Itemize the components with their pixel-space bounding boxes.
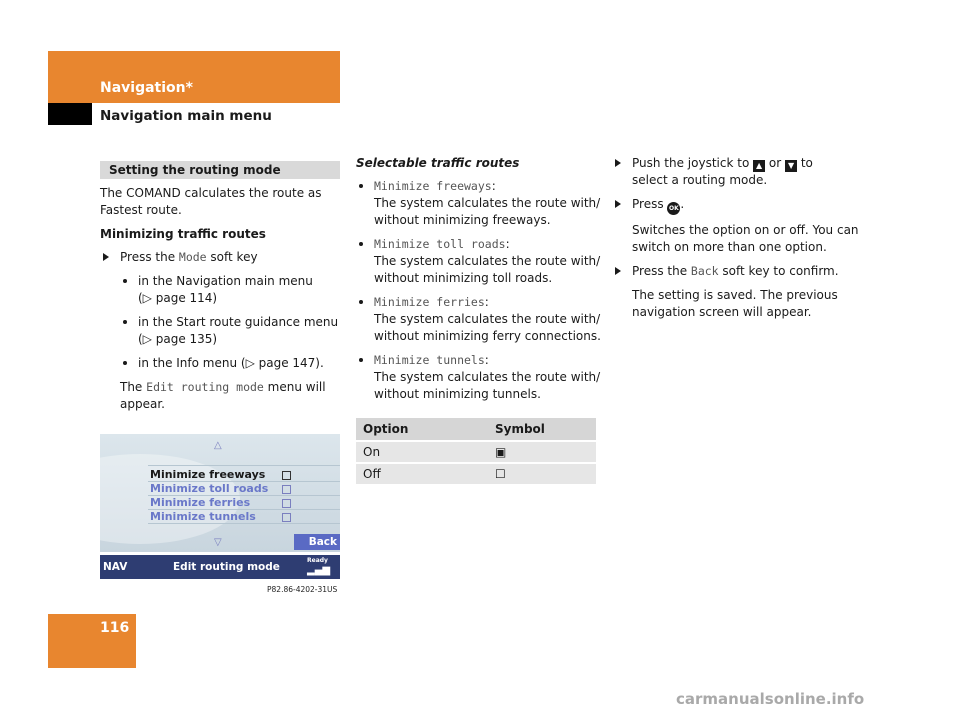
list-item: in the Navigation main menu (▷ page 114) bbox=[120, 273, 340, 307]
step-result: The setting is saved. The previous navigation screen will appear. bbox=[632, 288, 838, 319]
checkbox-icon bbox=[282, 485, 291, 494]
table-cell: On bbox=[356, 441, 488, 463]
joystick-down-icon: ▼ bbox=[785, 160, 797, 172]
screen-option: Minimize ferries bbox=[150, 496, 251, 509]
section-subtitle: Navigation main menu bbox=[100, 108, 272, 124]
table-row bbox=[356, 463, 596, 485]
bullet-icon bbox=[359, 184, 363, 188]
scroll-up-icon: △ bbox=[214, 440, 222, 451]
watermark: carmanualsonline.info bbox=[676, 690, 865, 708]
display-screenshot bbox=[100, 434, 340, 579]
page-number: 116 bbox=[100, 620, 130, 636]
list-item: Minimize toll roads: The system calculates the route with/ without minimizing toll roads. bbox=[356, 236, 601, 287]
bullet-icon bbox=[359, 242, 363, 246]
screen-option: Minimize tunnels bbox=[150, 510, 256, 523]
back-key: Back bbox=[690, 264, 719, 278]
ok-button-icon: OK bbox=[667, 202, 680, 215]
right-column bbox=[612, 155, 862, 321]
image-code: P82.86-4202-31US bbox=[267, 585, 338, 594]
bullet-icon bbox=[123, 361, 127, 365]
middle-heading: Selectable traffic routes bbox=[356, 156, 520, 170]
on-symbol-icon: ▣ bbox=[488, 441, 596, 463]
bullet-icon bbox=[123, 320, 127, 324]
list-item: in the Start route guidance menu (▷ page 135) bbox=[120, 314, 340, 348]
step-arrow-icon bbox=[615, 159, 621, 167]
step-press-ok: Press OK . bbox=[612, 196, 862, 215]
subhead: Minimizing traffic routes bbox=[100, 227, 266, 241]
screen-menu-title: Edit routing mode bbox=[173, 561, 280, 573]
mode-key: Mode bbox=[178, 250, 207, 264]
menu-name: Edit routing mode bbox=[146, 380, 264, 394]
screen-status-bar bbox=[100, 555, 340, 579]
bullet-icon bbox=[359, 300, 363, 304]
bullet-icon bbox=[123, 279, 127, 283]
step-result: Switches the option on or off. You can switch on more than one option. bbox=[632, 223, 859, 254]
table-row bbox=[356, 441, 596, 463]
chapter-title: Navigation* bbox=[100, 80, 193, 96]
intro-text: The COMAND calculates the route as Fastest route. bbox=[100, 186, 322, 217]
bullet-icon bbox=[359, 358, 363, 362]
left-column bbox=[100, 161, 340, 413]
table-header-row bbox=[356, 418, 596, 441]
step-press-mode: Press the Mode soft key bbox=[100, 249, 340, 266]
checkbox-icon bbox=[282, 471, 291, 480]
list-item: Minimize tunnels: The system calculates the route with/ without minimizing tunnels. bbox=[356, 352, 601, 403]
list-item: Minimize ferries: The system calculates the route with/ without minimizing ferry connections. bbox=[356, 294, 601, 345]
option-symbol-table bbox=[356, 418, 596, 486]
step-arrow-icon bbox=[103, 253, 109, 261]
off-symbol-icon: ☐ bbox=[488, 463, 596, 485]
table-cell: Off bbox=[356, 463, 488, 485]
result-text: The Edit routing mode menu will appear. bbox=[120, 380, 326, 411]
header-band bbox=[48, 51, 340, 103]
checkbox-icon bbox=[282, 513, 291, 522]
step-joystick: Push the joystick to ▲ or ▼ to select a routing mode. bbox=[612, 155, 862, 189]
list-item: in the Info menu (▷ page 147). bbox=[120, 355, 340, 372]
screen-nav-label: NAV bbox=[103, 561, 128, 573]
step-arrow-icon bbox=[615, 267, 621, 275]
header-marker bbox=[48, 103, 92, 125]
screen-option: Minimize toll roads bbox=[150, 482, 269, 495]
table-header: Option bbox=[356, 418, 488, 441]
middle-column bbox=[356, 155, 601, 403]
step-press-back: Press the Back soft key to confirm. bbox=[612, 263, 862, 280]
step-arrow-icon bbox=[615, 200, 621, 208]
section-title-box: Setting the routing mode bbox=[100, 161, 340, 179]
screen-ready-label: Ready bbox=[307, 557, 328, 564]
signal-icon: ▂▄▆ bbox=[307, 565, 331, 576]
scroll-down-icon: ▽ bbox=[214, 537, 222, 548]
screen-option-selected: Minimize freeways bbox=[150, 468, 266, 481]
joystick-up-icon: ▲ bbox=[753, 160, 765, 172]
list-item: Minimize freeways: The system calculates the route with/ without minimizing freeways. bbox=[356, 178, 601, 229]
screen-back-softkey: Back bbox=[294, 534, 340, 550]
checkbox-icon bbox=[282, 499, 291, 508]
table-header: Symbol bbox=[488, 418, 596, 441]
